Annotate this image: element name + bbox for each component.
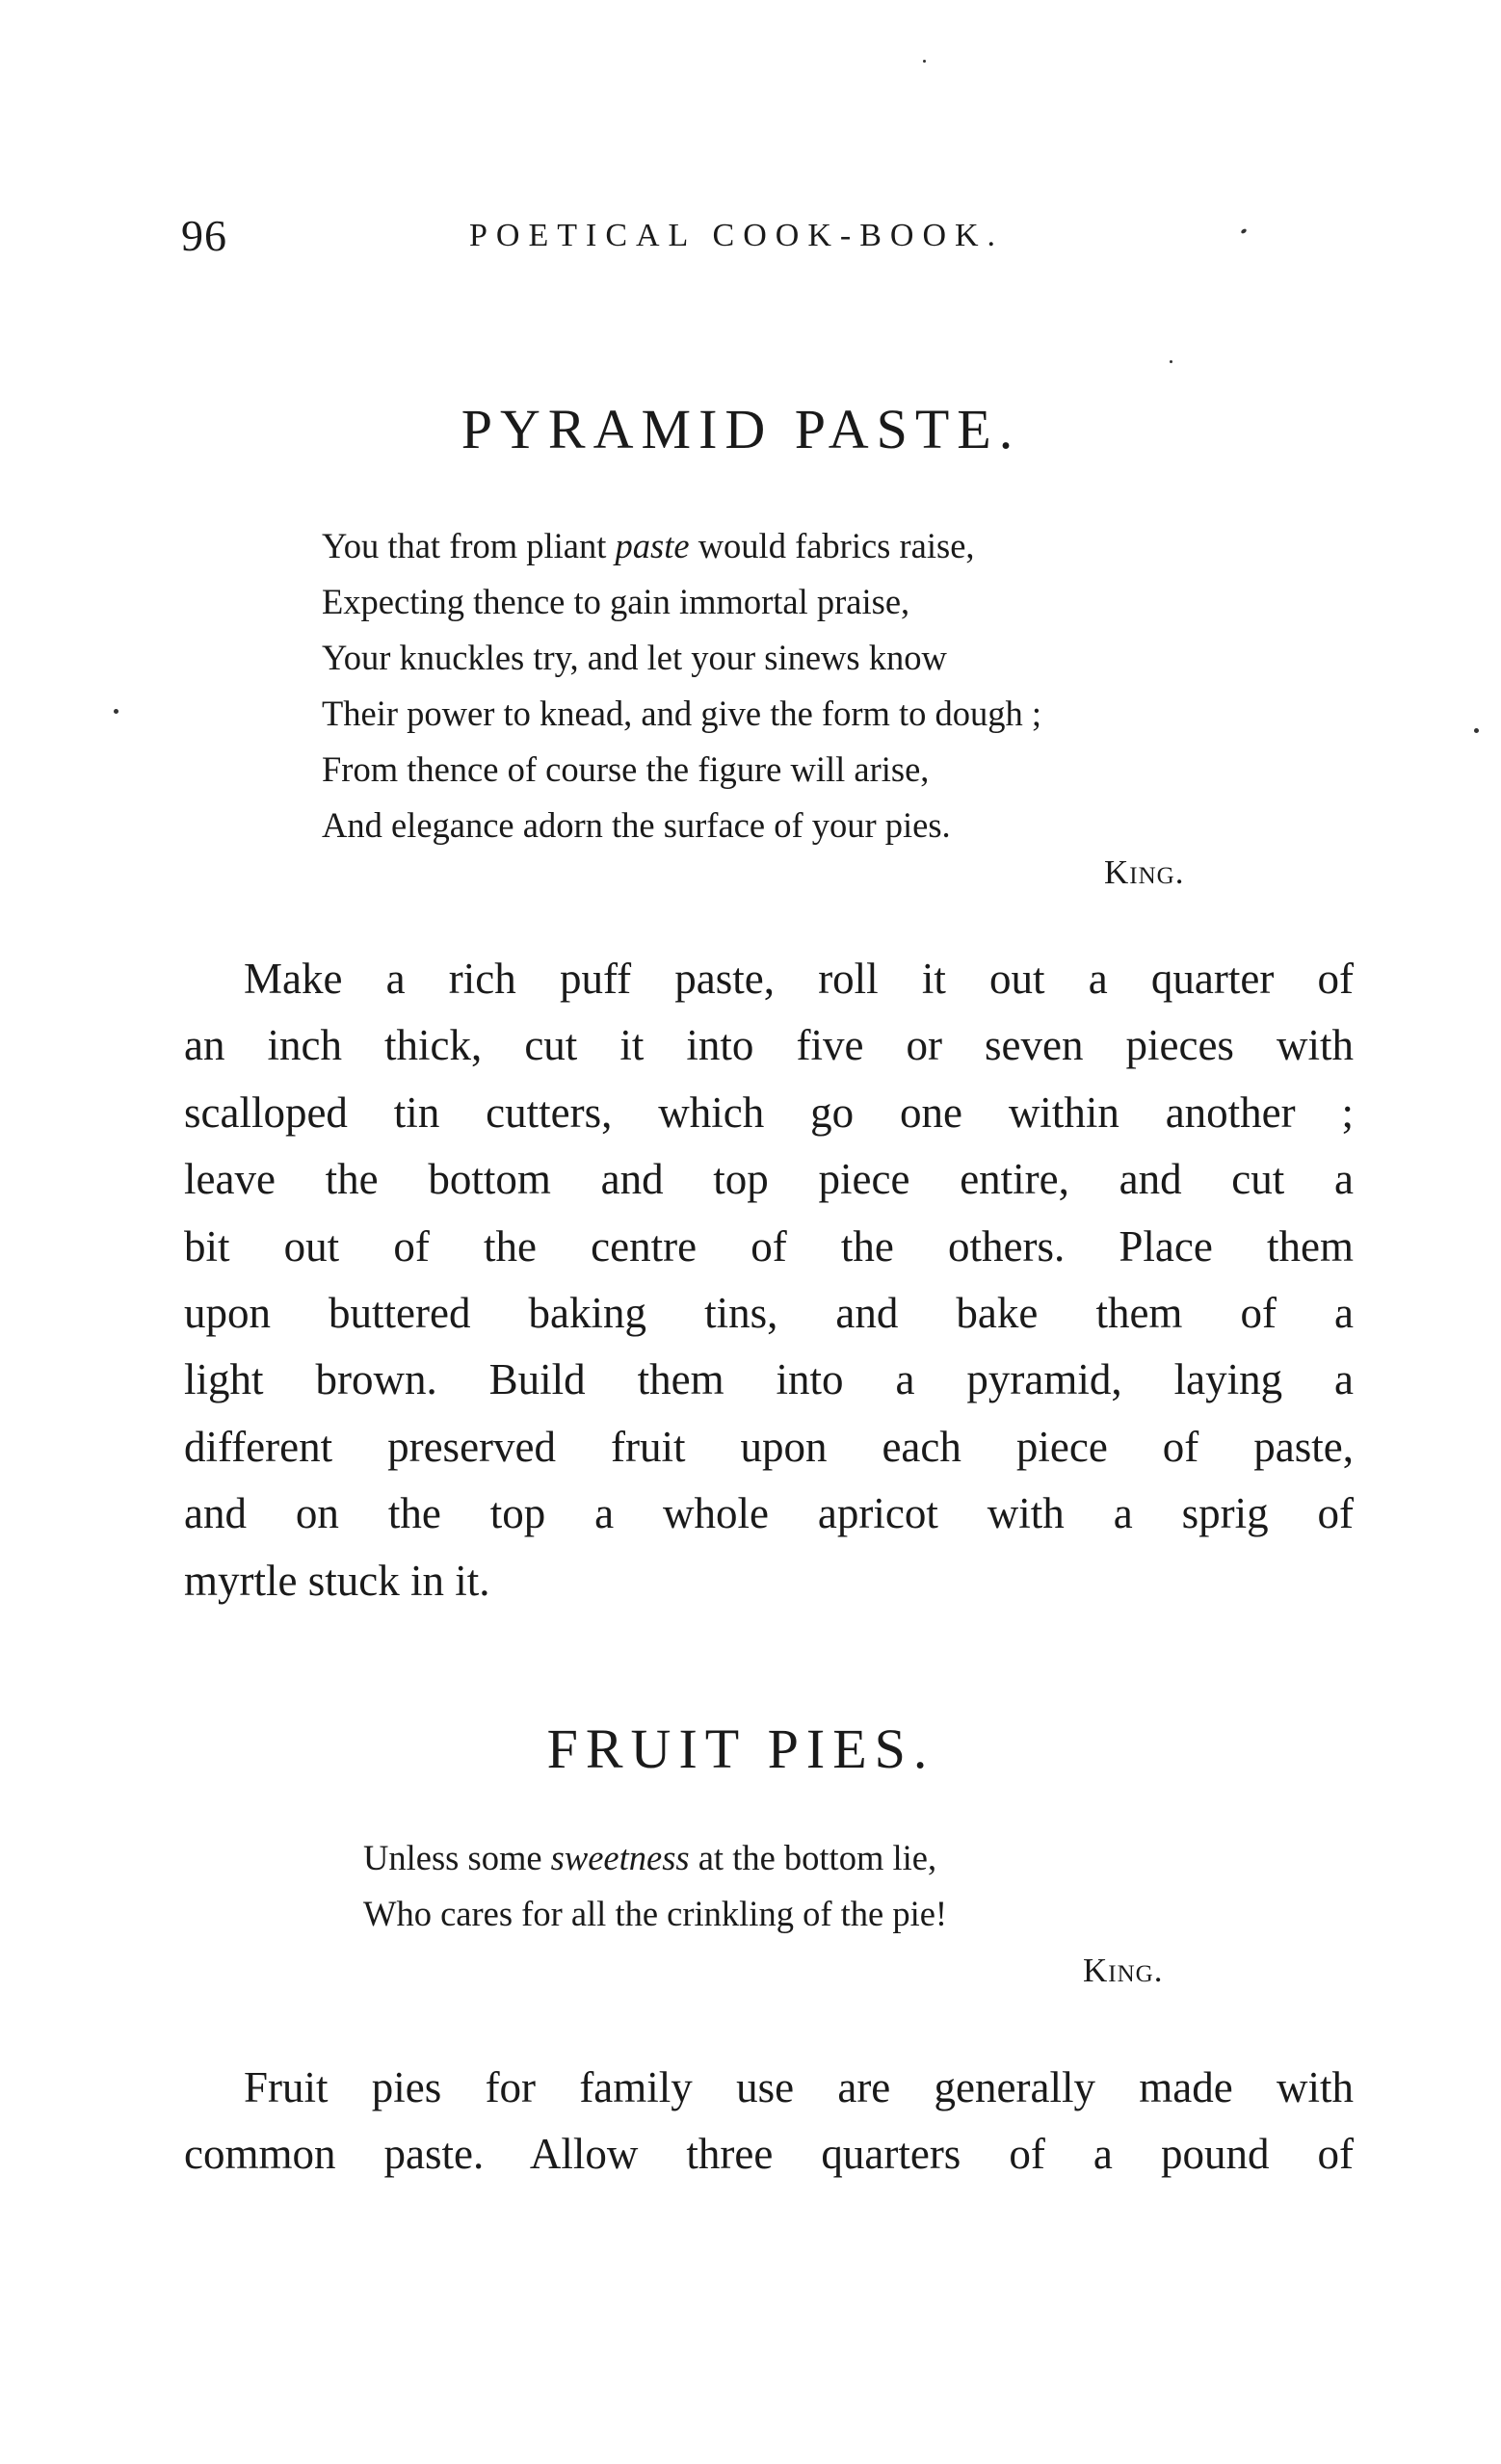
section-title-fruit-pies: FRUIT PIES. [546,1717,935,1780]
paragraph-line-text: Make a rich puff paste, roll it out a quarter of [244,955,1354,1003]
paragraph-line: myrtle stuck in it. [184,1556,490,1605]
poem-line [363,1830,947,1886]
paragraph-line: leave the bottom and top piece entire, and cut a [184,1155,1354,1204]
epigraph-poem [363,1830,947,1942]
emphasis: paste [615,526,690,565]
paragraph-line: and on the top a whole apricot with a sprig of [184,1489,1354,1538]
running-title: POETICAL COOK-BOOK. [469,218,1005,253]
paragraph-line: an inch thick, cut it into five or seven pieces with [184,1021,1354,1070]
paragraph-line: light brown. Build them into a pyramid, laying a [184,1355,1354,1404]
paragraph-line: common paste. Allow three quarters of a pound of [184,2130,1354,2179]
ink-speck [923,60,926,63]
recipe-paragraph [184,946,1354,1614]
poem-line [322,518,1041,574]
paragraph-line [184,2055,1354,2121]
poem-line: Your knuckles try, and let your sinews know [322,638,947,677]
poem-attribution: King. [1083,1952,1164,1989]
paragraph-line: upon buttered baking tins, and bake them of a [184,1288,1354,1337]
paragraph-line: different preserved fruit upon each piece of paste, [184,1422,1354,1471]
emphasis: sweetness [550,1838,690,1877]
ink-speck [1474,728,1479,733]
poem-line: And elegance adorn the surface of your pies. [322,805,951,845]
page-number: 96 [181,211,227,260]
ink-speck [1170,360,1172,363]
epigraph-poem [322,518,1041,853]
poem-line: Who cares for all the crinkling of the pie! [363,1894,948,1933]
poem-line: Their power to knead, and give the form to dough ; [322,694,1042,733]
paragraph-line-text: Fruit pies for family use are generally made with [244,2063,1354,2111]
poem-attribution: King. [1104,853,1185,891]
section-title-pyramid-paste: PYRAMID PASTE. [461,398,1021,460]
paragraph-line: bit out of the centre of the others. Place them [184,1221,1354,1271]
poem-line-text: Unless some sweetness at the bottom lie, [363,1838,937,1877]
poem-line: Expecting thence to gain immortal praise, [322,582,910,621]
poem-line: From thence of course the figure will arise, [322,749,930,789]
ink-speck [114,709,118,714]
recipe-paragraph [184,2055,1354,2189]
poem-line-text: You that from pliant paste would fabrics raise, [322,526,975,565]
paragraph-line: scalloped tin cutters, which go one within another ; [184,1088,1354,1137]
ink-speck [1240,228,1247,235]
paragraph-line [184,946,1354,1012]
